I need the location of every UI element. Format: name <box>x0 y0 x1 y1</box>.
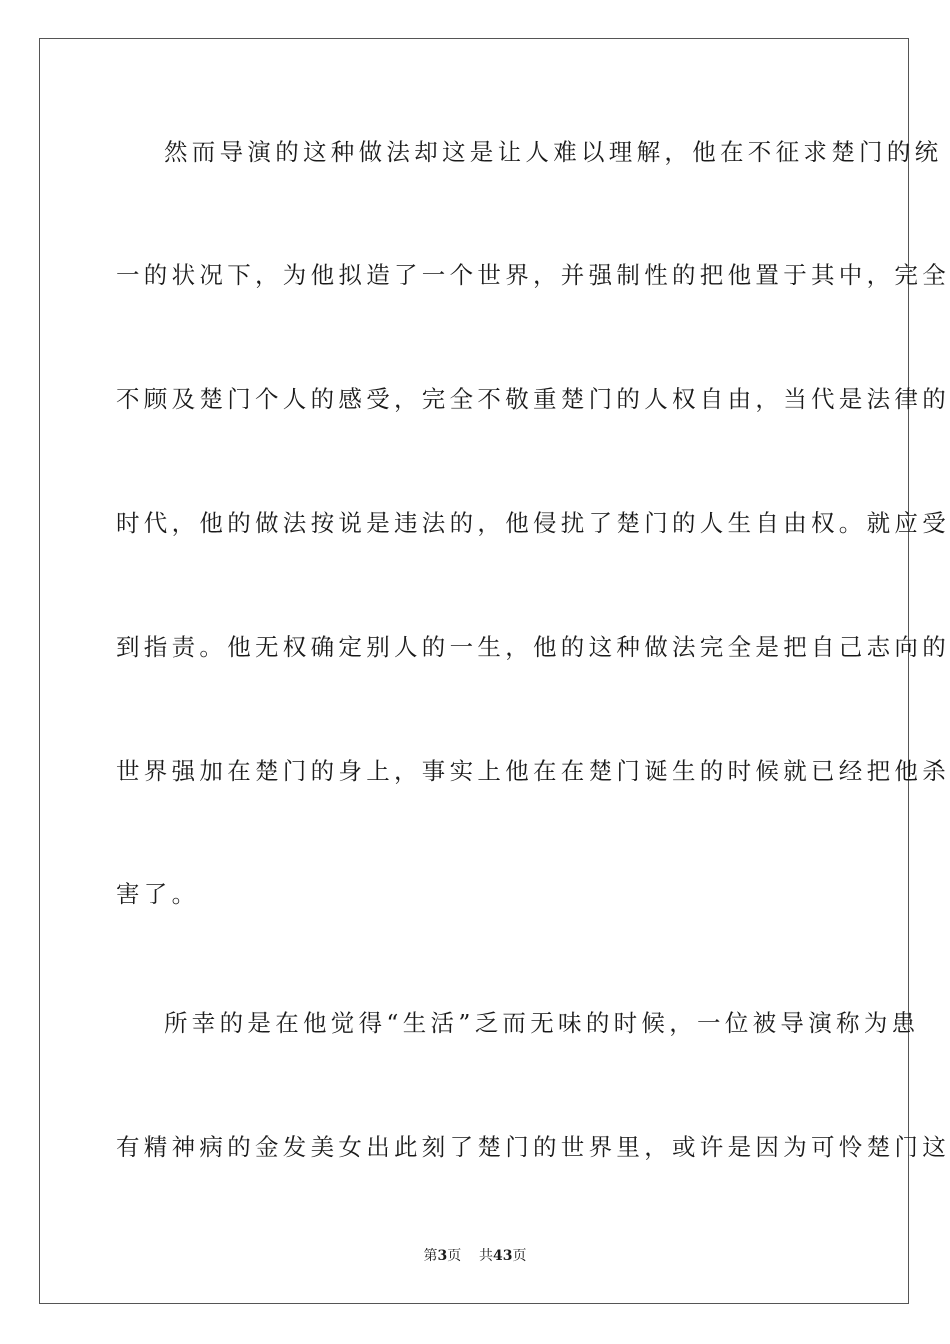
paragraph-1-line-1: 然而导演的这种做法却这是让人难以理解，他在不征求楚门的统 <box>164 138 943 166</box>
paragraph-1-line-2: 一的状况下，为他拟造了一个世界，并强制性的把他置于其中，完全 <box>116 261 950 289</box>
page-label-prefix: 第 <box>423 1248 438 1264</box>
paragraph-1-line-3: 不顾及楚门个人的感受，完全不敬重楚门的人权自由，当代是法律的 <box>116 385 950 413</box>
page-label-suffix: 页 <box>447 1248 462 1264</box>
page-footer <box>0 1245 950 1265</box>
page-border <box>39 38 950 1304</box>
paragraph-1-line-7: 害了。 <box>116 880 200 908</box>
paragraph-1-line-5: 到指责。他无权确定别人的一生，他的这种做法完全是把自己志向的 <box>116 633 950 661</box>
total-pages-number: 43 <box>493 1248 513 1264</box>
current-page-number: 3 <box>437 1248 448 1264</box>
total-label-prefix: 共 <box>479 1248 494 1264</box>
paragraph-2-line-1: 所幸的是在他觉得“生活”乏而无味的时候，一位被导演称为患 <box>164 1009 920 1037</box>
total-label-suffix: 页 <box>512 1248 527 1264</box>
paragraph-2-line-2: 有精神病的金发美女出此刻了楚门的世界里，或许是因为可怜楚门这 <box>116 1133 950 1161</box>
paragraph-1-line-4: 时代，他的做法按说是违法的，他侵扰了楚门的人生自由权。就应受 <box>116 509 950 537</box>
paragraph-1-line-6: 世界强加在楚门的身上，事实上他在在楚门诞生的时候就已经把他杀 <box>116 757 950 785</box>
